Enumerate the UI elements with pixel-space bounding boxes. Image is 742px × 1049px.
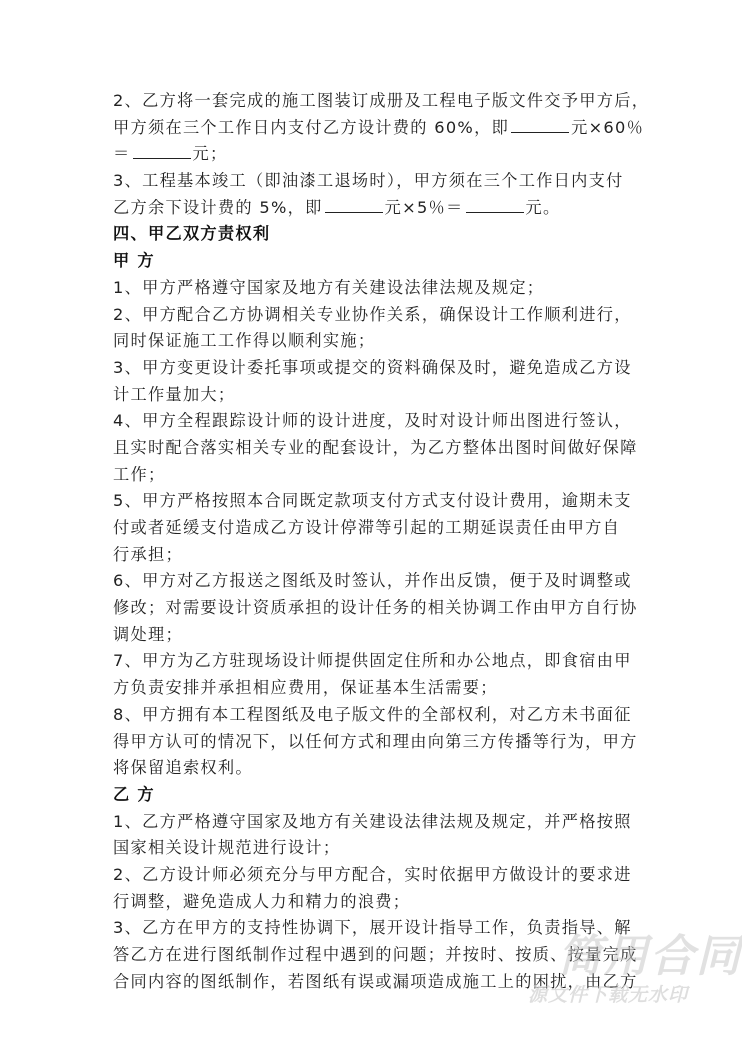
party-b-line: 答乙方在进行图纸制作过程中遇到的问题；并按时、按质、按量完成 xyxy=(113,945,638,964)
party-b-line: 3、乙方在甲方的支持性协调下，展开设计指导工作，负责指导、解 xyxy=(113,918,632,938)
payment-clause-2-line-3 xyxy=(113,141,633,168)
clause-text: 元×60％ xyxy=(571,117,645,137)
party-b-line: 2、乙方设计师必须充分与甲方配合，实时依据甲方做设计的要求进 xyxy=(113,864,632,884)
party-a-line: 同时保证施工工作得以顺利实施； xyxy=(113,331,376,351)
party-a-line: 3、甲方变更设计委托事项或提交的资料确保及时，避免造成乙方设 xyxy=(113,357,632,377)
clause-text: 乙方余下设计费的 5%，即 xyxy=(113,197,323,217)
party-a-line: 计工作量加大； xyxy=(113,384,236,404)
party-b-heading: 乙 方 xyxy=(113,784,155,804)
party-a-heading: 甲 方 xyxy=(113,251,155,271)
result-blank-field[interactable] xyxy=(133,144,191,159)
payment-clause-3-line-2 xyxy=(113,195,633,222)
party-b-clauses xyxy=(113,809,638,996)
party-a-line: 将保留追索权利。 xyxy=(113,758,253,778)
party-b-line: 合同内容的图纸制作，若图纸有误或漏项造成施工上的困扰，由乙方 xyxy=(113,971,638,991)
party-a-line: 付或者延缓支付造成乙方设计停滞等引起的工期延误责任由甲方自 xyxy=(113,518,621,537)
party-b-line: 1、乙方严格遵守国家及地方有关建设法律法规及规定，并严格按照 xyxy=(113,811,632,831)
clause-text: 元； xyxy=(192,144,228,164)
party-a-line: 方负责安排并承担相应费用，保证基本生活需要； xyxy=(113,678,498,698)
party-a-line: 5、甲方严格按照本合同既定款项支付方式支付设计费用，逾期未支 xyxy=(113,491,632,511)
party-b-line: 国家相关设计规范进行设计； xyxy=(113,838,341,858)
party-a-line: 调处理； xyxy=(113,624,183,644)
party-a-line: 行承担； xyxy=(113,544,183,564)
amount-blank-field[interactable] xyxy=(511,118,569,133)
party-b-line: 行调整，避免造成人力和精力的浪费； xyxy=(113,891,411,911)
clause-text: 甲方须在三个工作日内支付乙方设计费的 60%，即 xyxy=(113,117,510,137)
party-a-line: 6、甲方对乙方报送之图纸及时签认，并作出反馈，便于及时调整或 xyxy=(113,571,632,591)
watermark-brand-logo: 简用合同 xyxy=(558,931,742,982)
result-blank-field[interactable] xyxy=(466,198,524,213)
party-a-line: 工作； xyxy=(113,464,166,484)
party-a-line: 4、甲方全程跟踪设计师的设计进度，及时对设计师出图进行签认， xyxy=(113,411,632,431)
party-a-line: 7、甲方为乙方驻现场设计师提供固定住所和办公地点，即食宿由甲 xyxy=(113,651,632,671)
party-a-line: 修改；对需要设计资质承担的设计任务的相关协调工作由甲方自行协 xyxy=(113,598,638,618)
amount-blank-field[interactable] xyxy=(325,198,383,213)
clause-text: 元。 xyxy=(525,197,561,217)
clause-text: 元×5％＝ xyxy=(384,197,464,217)
payment-clause-2-line-2 xyxy=(113,115,645,142)
payment-clause-2-line-1: 2、乙方将一套完成的施工图装订成册及工程电子版文件交予甲方后， xyxy=(113,91,650,110)
party-a-line: 且实时配合落实相关专业的配套设计，为乙方整体出图时间做好保障 xyxy=(113,437,638,457)
watermark-subtitle: 源文件下载无水印 xyxy=(528,984,689,1006)
clause-text: ＝ xyxy=(113,144,131,164)
party-a-clauses xyxy=(113,275,638,782)
party-a-line: 2、甲方配合乙方协调相关专业协作关系，确保设计工作顺利进行， xyxy=(113,304,632,324)
payment-clause-3-line-1: 3、工程基本竣工（即油漆工退场时），甲方须在三个工作日内支付 xyxy=(113,171,624,191)
party-a-line: 得甲方认可的情况下，以任何方式和理由向第三方传播等行为，甲方 xyxy=(113,731,638,751)
party-a-line: 8、甲方拥有本工程图纸及电子版文件的全部权利，对乙方未书面征 xyxy=(113,704,632,724)
party-a-line: 1、甲方严格遵守国家及地方有关建设法律法规及规定； xyxy=(113,277,545,297)
section-heading: 四、甲乙双方责权利 xyxy=(113,224,271,244)
